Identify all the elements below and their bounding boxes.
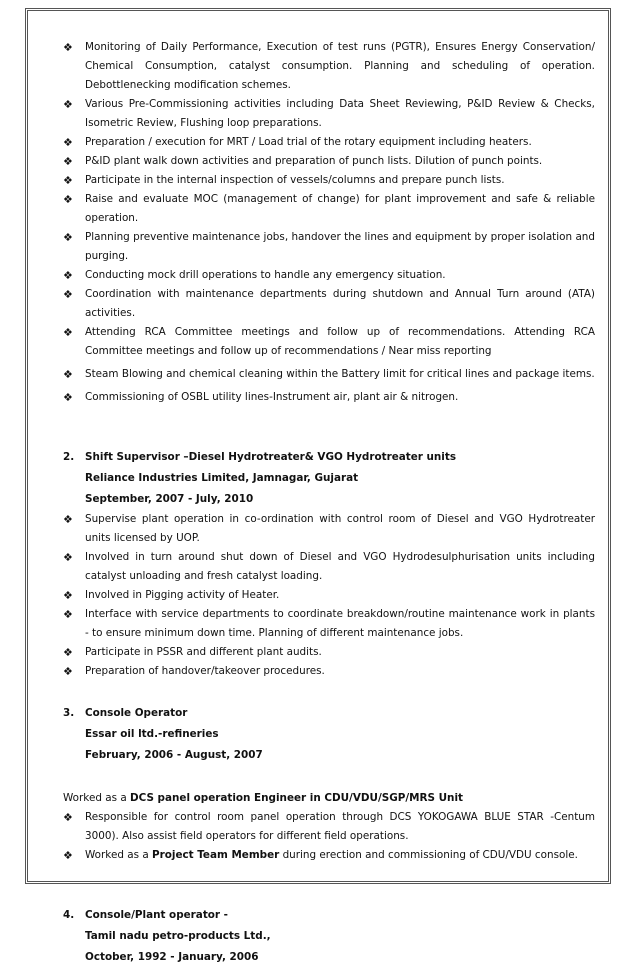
diamond-bullet-icon: ❖ [63, 589, 73, 602]
list-item: ❖ Coordination with maintenance departments during shutdown and Annual Turn around (ATA) activities. [63, 285, 595, 323]
diamond-bullet-icon: ❖ [63, 646, 73, 659]
list-item: ❖ Interface with service departments to coordinate breakdown/routine maintenance work in plants - to ensure minimum down time. Planning of different maintenance jobs. [63, 605, 595, 643]
list-item: ❖ Participate in PSSR and different plant audits. [63, 643, 595, 662]
list-item: ❖ Steam Blowing and chemical cleaning within the Battery limit for critical lines and package items. [63, 365, 595, 384]
diamond-bullet-icon: ❖ [63, 231, 73, 244]
diamond-bullet-icon: ❖ [63, 193, 73, 206]
list-item: ❖ Monitoring of Daily Performance, Execution of test runs (PGTR), Ensures Energy Conservation/ Chemical Consumption, catalyst consumption. Planning and scheduling of operation. Debottlenecking modification schemes. [63, 38, 595, 95]
diamond-bullet-icon: ❖ [63, 608, 73, 621]
list-item: ❖ Raise and evaluate MOC (management of change) for plant improvement and safe & reliable operation. [63, 190, 595, 228]
diamond-bullet-icon: ❖ [63, 269, 73, 282]
diamond-bullet-icon: ❖ [63, 391, 73, 404]
list-item: ❖ Involved in Pigging activity of Heater. [63, 586, 595, 605]
diamond-bullet-icon: ❖ [63, 368, 73, 381]
job2-company: Reliance Industries Limited, Jamnagar, Gujarat [85, 472, 359, 484]
list-item: ❖ Worked as a Project Team Member during erection and commissioning of CDU/VDU console. [63, 846, 595, 865]
diamond-bullet-icon: ❖ [63, 288, 73, 301]
list-item: ❖ Planning preventive maintenance jobs, handover the lines and equipment by proper isolation and purging. [63, 228, 595, 266]
diamond-bullet-icon: ❖ [63, 41, 73, 54]
job4-title: 4. Console/Plant operator - [63, 909, 228, 921]
diamond-bullet-icon: ❖ [63, 513, 73, 526]
list-item: ❖ Preparation of handover/takeover procedures. [63, 662, 595, 681]
job3-period: February, 2006 - August, 2007 [85, 749, 263, 761]
section1-tail-list-2 [63, 388, 595, 407]
list-item: ❖ Involved in turn around shut down of Diesel and VGO Hydrodesulphurisation units including catalyst unloading and fresh catalyst loading. [63, 548, 595, 586]
diamond-bullet-icon: ❖ [63, 811, 73, 824]
list-item: ❖ Various Pre-Commissioning activities including Data Sheet Reviewing, P&ID Review & Checks, Isometric Review, Flushing loop preparations. [63, 95, 595, 133]
job4-company: Tamil nadu petro-products Ltd., [85, 930, 271, 942]
diamond-bullet-icon: ❖ [63, 136, 73, 149]
section1-list [63, 38, 595, 361]
job3-list [63, 808, 595, 865]
list-item: ❖ Preparation / execution for MRT / Load trial of the rotary equipment including heaters. [63, 133, 595, 152]
diamond-bullet-icon: ❖ [63, 665, 73, 678]
section1-tail-list [63, 365, 595, 384]
list-item: ❖ Participate in the internal inspection of vessels/columns and prepare punch lists. [63, 171, 595, 190]
job2-list [63, 510, 595, 681]
job4-period: October, 1992 - January, 2006 [85, 951, 259, 963]
job3-role: Worked as a DCS panel operation Engineer in CDU/VDU/SGP/MRS Unit [63, 792, 463, 804]
diamond-bullet-icon: ❖ [63, 326, 73, 339]
list-item: ❖ Commissioning of OSBL utility lines-Instrument air, plant air & nitrogen. [63, 388, 595, 407]
diamond-bullet-icon: ❖ [63, 174, 73, 187]
job2-title: 2. Shift Supervisor –Diesel Hydrotreater& VGO Hydrotreater units [63, 451, 457, 463]
list-item: ❖ Attending RCA Committee meetings and follow up of recommendations. Attending RCA Committee meetings and follow up of recommendations / Near miss reporting [63, 323, 595, 361]
list-item: ❖ Responsible for control room panel operation through DCS YOKOGAWA BLUE STAR -Centum 3000). Also assist field operators for different field operations. [63, 808, 595, 846]
diamond-bullet-icon: ❖ [63, 849, 73, 862]
diamond-bullet-icon: ❖ [63, 551, 73, 564]
list-item: ❖ Conducting mock drill operations to handle any emergency situation. [63, 266, 595, 285]
list-item: ❖ Supervise plant operation in co-ordination with control room of Diesel and VGO Hydrotreater units licensed by UOP. [63, 510, 595, 548]
diamond-bullet-icon: ❖ [63, 155, 73, 168]
diamond-bullet-icon: ❖ [63, 98, 73, 111]
list-item: ❖ P&ID plant walk down activities and preparation of punch lists. Dilution of punch points. [63, 152, 595, 171]
job3-title: 3. Console Operator [63, 707, 188, 719]
resume-content [63, 38, 595, 968]
job2-period: September, 2007 - July, 2010 [85, 493, 254, 505]
job3-company: Essar oil ltd.-refineries [85, 728, 219, 740]
